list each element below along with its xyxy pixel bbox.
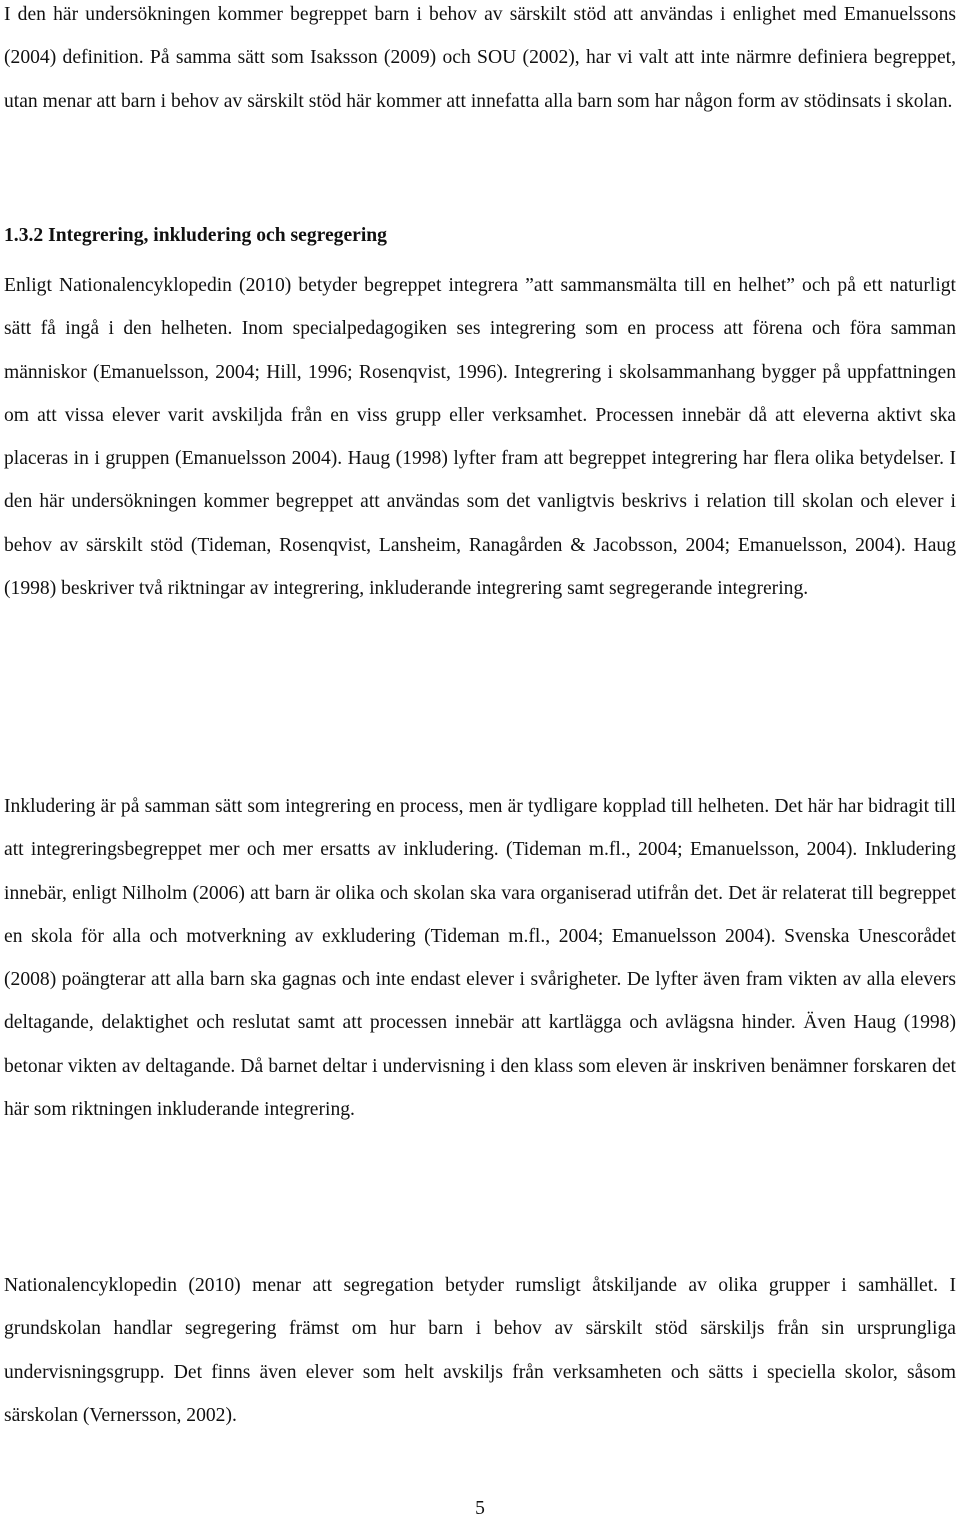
section-heading: 1.3.2 Integrering, inkludering och segregering	[4, 225, 387, 246]
paragraph-inkludering: Inkludering är på samman sätt som integrering en process, men är tydligare kopplad till helheten. Det här har bidragit till att integreringsbegreppet mer och mer ersatts av inkludering. (Tideman m.fl., 2004; Emanuelsson, 2004). Inkludering innebär, enligt Nilholm (2006) att barn är olika och skolan ska vara organiserad utifrån det. Det är relaterat till begreppet en skola för alla och motverkning av exkludering (Tideman m.fl., 2004; Emanuelsson 2004). Svenska Unescorådet (2008) poängterar att alla barn ska gagnas och inte endast elever i svårigheter. De lyfter även fram vikten av alla elevers deltagande, delaktighet och reslutat samt att processen innebär att kartlägga och avlägsna hinder. Även Haug (1998) betonar vikten av deltagande. Då barnet deltar i undervisning i den klass som eleven är inskriven benämner forskaren det här som riktningen inkluderande integrering.	[4, 796, 956, 1121]
paragraph-definition: I den här undersökningen kommer begreppet barn i behov av särskilt stöd att användas i enlighet med Emanuelssons (2004) definition. På samma sätt som Isaksson (2009) och SOU (2002), har vi valt att inte närmre definiera begreppet, utan menar att barn i behov av särskilt stöd här kommer att innefatta alla barn som har någon form av stödinsats i skolan.	[4, 4, 956, 112]
paragraph-segregering: Nationalencyklopedin (2010) menar att segregation betyder rumsligt åtskiljande av olika grupper i samhället. I grundskolan handlar segregering främst om hur barn i behov av särskilt stöd särskiljs från sin ursprungliga undervisningsgrupp. Det finns även elever som helt avskiljs från verksamheten och sätts i speciella skolor, såsom särskolan (Vernersson, 2002).	[4, 1275, 956, 1426]
page-number: 5	[475, 1498, 485, 1519]
paragraph-integrering: Enligt Nationalencyklopedin (2010) betyder begreppet integrera ”att sammansmälta till en helhet” och på ett naturligt sätt få ingå i den helheten. Inom specialpedagogiken ses integrering som en process att förena och föra samman människor (Emanuelsson, 2004; Hill, 1996; Rosenqvist, 1996). Integrering i skolsammanhang bygger på uppfattningen om att vissa elever varit avskiljda från en viss grupp eller verksamhet. Processen innebär då att eleverna aktivt ska placeras in i gruppen (Emanuelsson 2004). Haug (1998) lyfter fram att begreppet integrering har flera olika betydelser. I den här undersökningen kommer begreppet att användas som det vanligtvis beskrivs i relation till skolan och elever i behov av särskilt stöd (Tideman, Rosenqvist, Lansheim, Ranagården & Jacobsson, 2004; Emanuelsson, 2004). Haug (1998) beskriver två riktningar av integrering, inkluderande integrering samt segregerande integrering.	[4, 275, 956, 600]
